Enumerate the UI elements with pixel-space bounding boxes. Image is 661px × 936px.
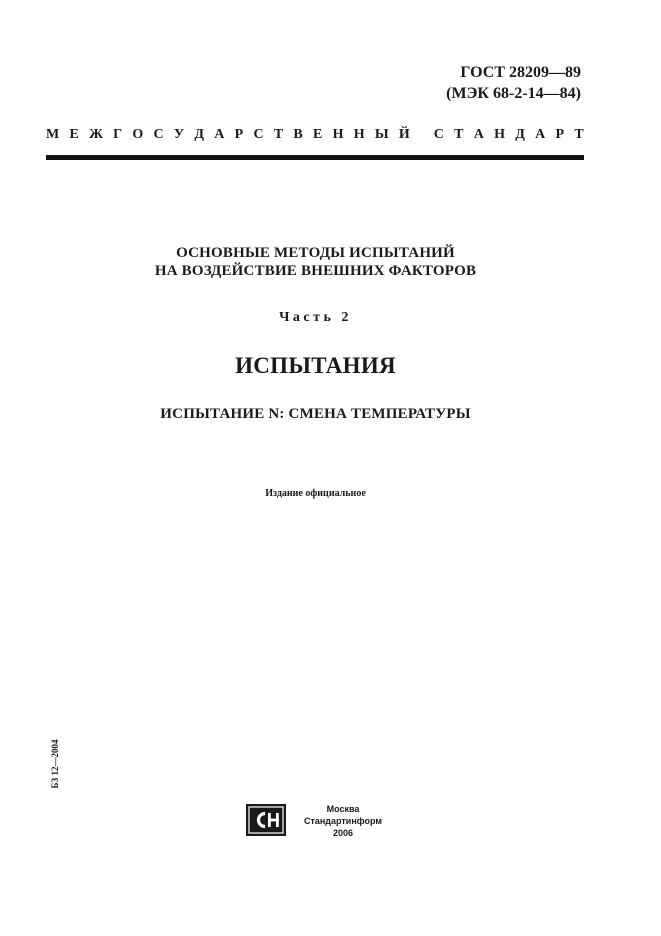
- interstate-letter: Н: [353, 127, 365, 142]
- interstate-letter: А: [214, 127, 225, 142]
- standartinform-logo-icon: [246, 804, 286, 836]
- publisher-city: Москва: [326, 804, 360, 814]
- interstate-letter: Д: [515, 127, 525, 142]
- interstate-letter: Т: [574, 127, 584, 142]
- main-title-line-1: ОСНОВНЫЕ МЕТОДЫ ИСПЫТАНИЙ: [176, 245, 455, 261]
- interstate-letter: Н: [332, 127, 344, 142]
- interstate-letter: Ж: [89, 127, 103, 142]
- interstate-letter: С: [153, 127, 164, 142]
- interstate-letter: Е: [313, 127, 323, 142]
- test-subtitle: ИСПЫТАНИЕ N: СМЕНА ТЕМПЕРАТУРЫ: [160, 406, 471, 422]
- interstate-letter: Р: [555, 127, 565, 142]
- interstate-letter: Д: [194, 127, 205, 142]
- publisher-year: 2006: [332, 828, 354, 838]
- side-registration-code: БЗ 12—2004: [50, 739, 60, 789]
- interstate-letter: Й: [398, 127, 410, 142]
- interstate-letter: Р: [234, 127, 244, 142]
- interstate-letter: О: [132, 127, 144, 142]
- interstate-letter: Т: [454, 127, 464, 142]
- interstate-standard-heading: [46, 127, 584, 143]
- interstate-letter: А: [535, 127, 546, 142]
- part-label: Часть 2: [279, 310, 352, 325]
- interstate-letter: У: [173, 127, 185, 142]
- interstate-letter: А: [473, 127, 484, 142]
- interstate-letter: Н: [494, 127, 506, 142]
- interstate-letter: М: [46, 127, 60, 142]
- interstate-letter: С: [253, 127, 264, 142]
- edition-label: Издание официальное: [265, 488, 366, 499]
- interstate-letter: Т: [273, 127, 284, 142]
- gost-number: ГОСТ 28209—89: [460, 64, 581, 81]
- interstate-letter: Г: [113, 127, 123, 142]
- main-title: [0, 244, 631, 280]
- interstate-letter: Ы: [374, 127, 389, 142]
- interstate-letter: В: [293, 127, 303, 142]
- publisher-imprint: [300, 803, 386, 839]
- header-rule: [46, 155, 584, 160]
- interstate-letter: С: [433, 127, 444, 142]
- main-title-line-2: НА ВОЗДЕЙСТВИЕ ВНЕШНИХ ФАКТОРОВ: [154, 263, 477, 279]
- section-title: ИСПЫТАНИЯ: [235, 353, 396, 378]
- interstate-letter: Е: [69, 127, 79, 142]
- document-number-block: [446, 62, 581, 104]
- iec-number: (МЭК 68-2-14—84): [446, 85, 581, 102]
- interstate-letter: [420, 127, 424, 143]
- publisher-name: Стандартинформ: [303, 816, 383, 826]
